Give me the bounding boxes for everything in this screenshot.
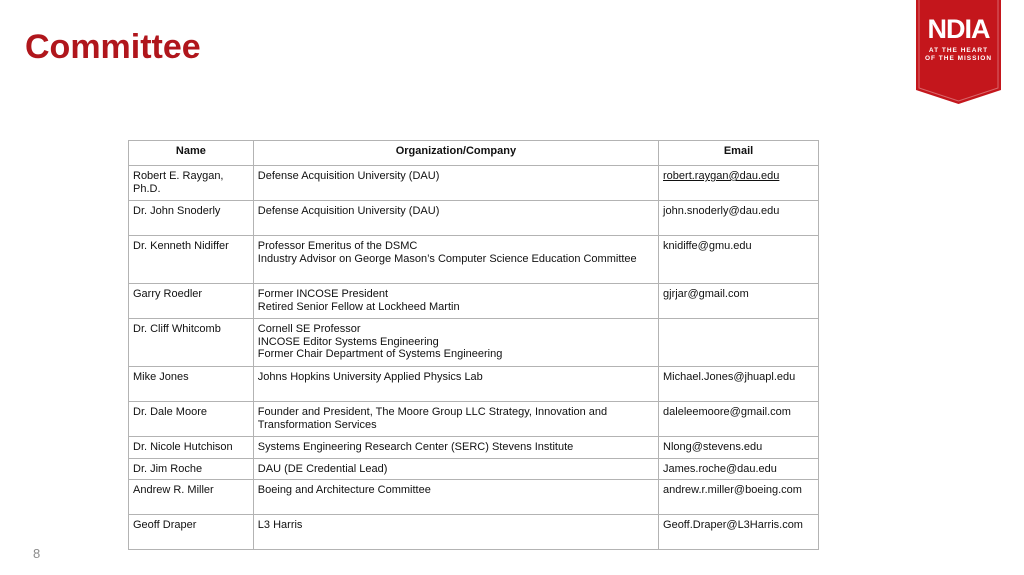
header-name: Name: [129, 141, 254, 166]
member-organization-cell: [253, 284, 658, 319]
organization-line: Industry Advisor on George Mason’s Computer Science Education Committee: [257, 252, 637, 265]
organization-line: Professor Emeritus of the DSMC: [257, 240, 418, 252]
page-number: 8: [33, 546, 41, 561]
organization-line: DAU (DE Credential Lead): [257, 462, 388, 475]
member-email-cell: [659, 367, 819, 402]
organization-line: Johns Hopkins University Applied Physics Lab: [257, 371, 483, 383]
member-organization-cell: [253, 201, 658, 236]
table-row: [129, 166, 819, 201]
member-name-cell: Garry Roedler: [129, 284, 254, 319]
table-row: [129, 284, 819, 319]
member-organization-cell: [253, 437, 658, 459]
member-organization-cell: [253, 458, 658, 480]
member-name-cell: Dr. Cliff Whitcomb: [129, 319, 254, 367]
organization-line: Boeing and Architecture Committee: [257, 484, 431, 496]
member-organization-cell: [253, 166, 658, 201]
organization-line: INCOSE Editor Systems Engineering: [257, 335, 439, 348]
member-email-cell[interactable]: [659, 166, 819, 201]
member-name-cell: Dr. John Snoderly: [129, 201, 254, 236]
member-name-cell: Dr. Dale Moore: [129, 402, 254, 437]
member-email-cell: [659, 458, 819, 480]
member-organization-cell: [253, 515, 658, 550]
member-organization-cell: [253, 402, 658, 437]
table-row: [129, 367, 819, 402]
organization-line: Founder and President, The Moore Group LLC Strategy, Innovation and Transformation Services: [257, 406, 608, 431]
member-email-cell: [659, 515, 819, 550]
organization-line: L3 Harris: [257, 519, 303, 531]
organization-line: Defense Acquisition University (DAU): [257, 205, 440, 217]
committee-table-body: [129, 166, 819, 550]
member-email-cell: [659, 402, 819, 437]
header-email: Email: [659, 141, 819, 166]
table-header-row: [129, 141, 819, 166]
member-email-cell: [659, 284, 819, 319]
organization-line: Former Chair Department of Systems Engineering: [257, 348, 503, 360]
organization-line: Defense Acquisition University (DAU): [257, 170, 440, 182]
email-text: knidiffe@gmu.edu: [663, 240, 752, 252]
member-email-cell: [659, 480, 819, 515]
organization-line: Cornell SE Professor: [257, 323, 361, 335]
member-organization-cell: [253, 480, 658, 515]
table-row: [129, 236, 819, 284]
member-organization-cell: [253, 367, 658, 402]
member-name-cell: Dr. Nicole Hutchison: [129, 437, 254, 459]
table-row: [129, 437, 819, 459]
committee-table: [128, 140, 819, 550]
table-row: [129, 319, 819, 367]
member-name-cell: Robert E. Raygan, Ph.D.: [129, 166, 254, 201]
organization-line: Systems Engineering Research Center (SERC) Stevens Institute: [257, 441, 574, 453]
email-text: andrew.r.miller@boeing.com: [663, 484, 802, 496]
member-name-cell: Dr. Jim Roche: [129, 458, 254, 480]
email-text: Geoff.Draper@L3Harris.com: [663, 519, 803, 531]
organization-line: Former INCOSE President: [257, 288, 388, 300]
table-row: [129, 402, 819, 437]
email-text: john.snoderly@dau.edu: [663, 205, 780, 217]
email-link[interactable]: robert.raygan@dau.edu: [663, 170, 780, 182]
member-name-cell: Dr. Kenneth Nidiffer: [129, 236, 254, 284]
member-organization-cell: [253, 236, 658, 284]
table-row: [129, 515, 819, 550]
header-organization: Organization/Company: [253, 141, 658, 166]
table-row: [129, 458, 819, 480]
member-name-cell: Andrew R. Miller: [129, 480, 254, 515]
email-text: Nlong@stevens.edu: [663, 441, 763, 453]
logo-wordmark: NDIA: [927, 14, 990, 44]
member-name-cell: Geoff Draper: [129, 515, 254, 550]
member-email-cell: [659, 437, 819, 459]
email-text: daleleemoore@gmail.com: [663, 406, 791, 418]
email-text: James.roche@dau.edu: [663, 462, 777, 475]
table-row: [129, 480, 819, 515]
member-name-cell: Mike Jones: [129, 367, 254, 402]
member-email-cell: [659, 319, 819, 367]
logo-tagline-line-2: OF THE MISSION: [924, 55, 993, 62]
email-text: gjrjar@gmail.com: [663, 288, 749, 300]
page-title: Committee: [25, 28, 201, 66]
organization-line: Retired Senior Fellow at Lockheed Martin: [257, 300, 460, 313]
member-email-cell: [659, 236, 819, 284]
member-organization-cell: [253, 319, 658, 367]
table-row: [129, 201, 819, 236]
logo-tagline-line-1: AT THE HEART: [928, 47, 989, 54]
ndia-logo: [916, 0, 1001, 104]
member-email-cell: [659, 201, 819, 236]
email-text: Michael.Jones@jhuapl.edu: [663, 371, 796, 383]
